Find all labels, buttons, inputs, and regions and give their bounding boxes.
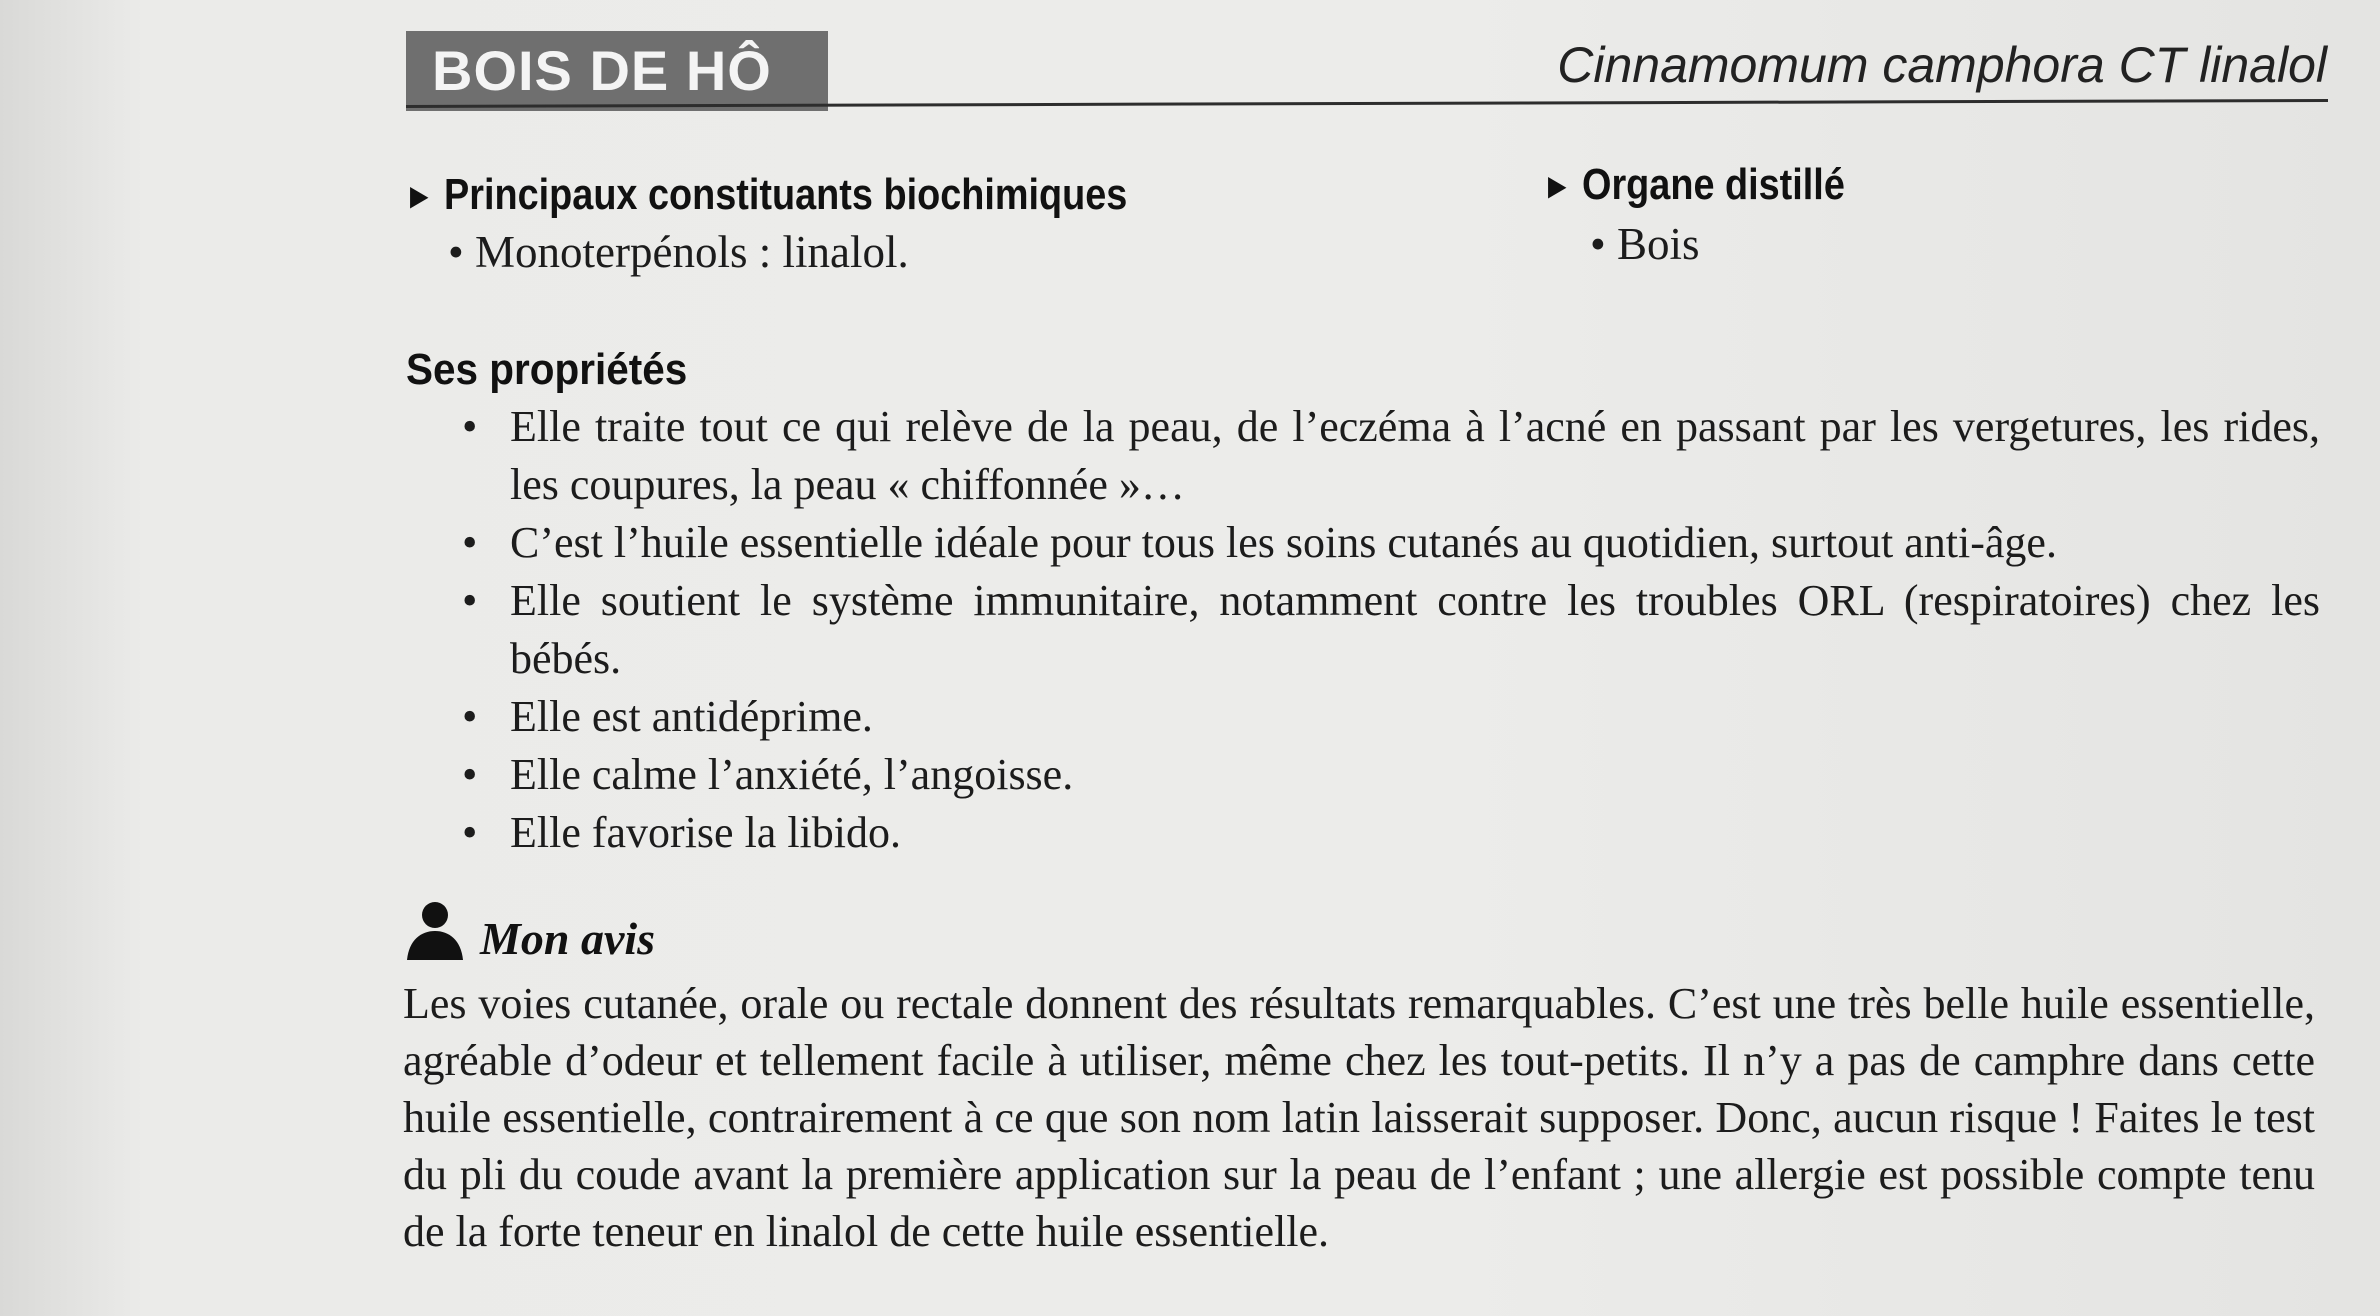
list-item: • Elle est antidéprime. [462,688,2320,746]
latin-name: Cinnamomum camphora CT linalol [1557,37,2327,93]
list-item: • Elle traite tout ce qui relève de la peau, de l’eczéma à l’acné en passant par les vergetures, les rides, les coupures, la peau « chiffonnée »… [462,398,2320,514]
triangle-bullet-icon: ▶ [1548,170,1567,201]
properties-heading: Ses propriétés [406,345,688,394]
list-item: • C’est l’huile essentielle idéale pour tous les soins cutanés au quotidien, surtout anti-âge. [462,514,2320,572]
opinion-heading: Mon avis [480,913,656,964]
properties-list [462,398,2320,862]
organ-heading: ▶ Organe distillé [1548,160,1845,209]
person-icon [403,900,467,962]
list-item: • Elle favorise la libido. [462,804,2320,862]
triangle-bullet-icon: ▶ [410,180,429,211]
opinion-text: Les voies cutanée, orale ou rectale donnent des résultats remarquables. C’est une très belle huile essentielle, agréable d’odeur et tellement facile à utiliser, même chez les tout-petits. Il n’y a pas de camphre dans cette huile essentielle, contrairement à ce que son nom latin laisserait supposer. Donc, aucun risque ! Faites le test du pli du coude avant la première application sur la peau de l’enfant ; une allergie est possible compte tenu de la forte teneur en linalol de cette huile essentielle. [403,979,2315,1256]
constituent-item: • Monoterpénols : linalol. [448,227,909,277]
list-item: • Elle calme l’anxiété, l’angoisse. [462,746,2320,804]
constituents-heading: ▶ Principaux constituants biochimiques [410,170,1128,219]
page-title: BOIS DE HÔ [432,39,772,102]
organ-item: • Bois [1590,219,1700,269]
list-item: • Elle soutient le système immunitaire, notamment contre les troubles ORL (respiratoires) chez les bébés. [462,572,2320,688]
